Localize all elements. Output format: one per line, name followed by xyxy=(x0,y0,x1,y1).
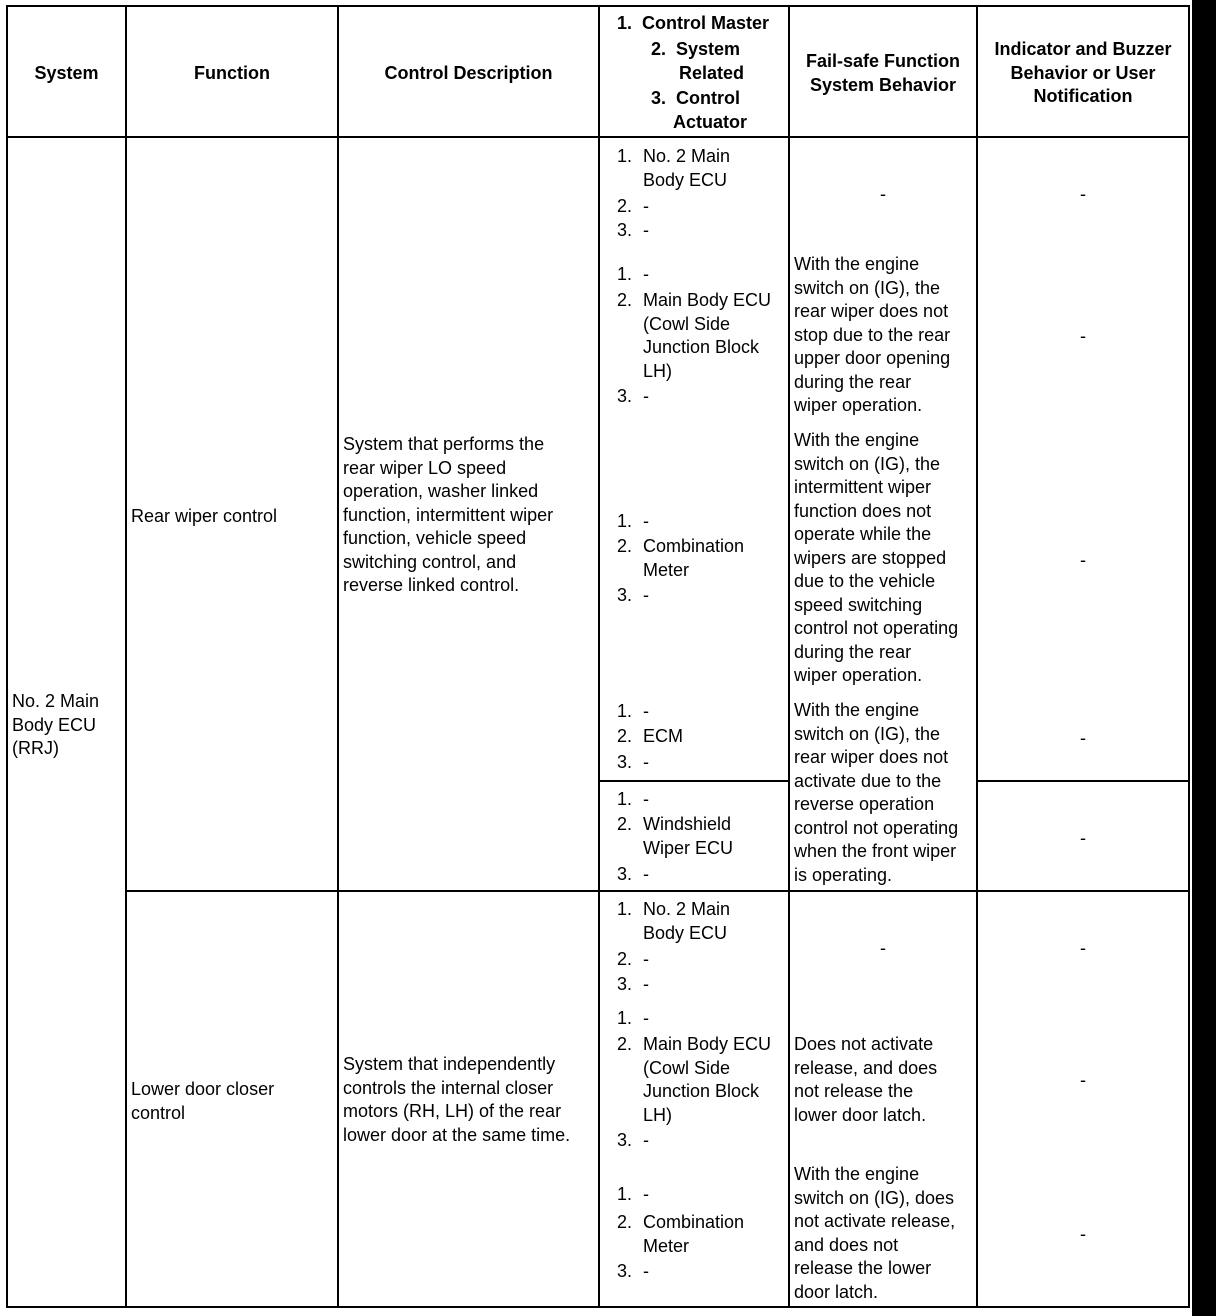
failsafe-text: when the front wiper xyxy=(794,841,957,861)
control-description: rear wiper LO speed xyxy=(343,457,507,478)
control-master: - xyxy=(643,789,649,809)
header-control-description: Control Description xyxy=(384,63,553,83)
system-related: Junction Block xyxy=(643,1081,760,1101)
failsafe-text: switch on (IG), the xyxy=(794,277,941,298)
header-system-related: 2. System xyxy=(651,39,741,59)
failsafe-text: upper door opening xyxy=(794,348,951,368)
row-divider xyxy=(976,780,1190,782)
failsafe-text: rear wiper does not xyxy=(794,747,949,767)
failsafe-text: stop due to the rear xyxy=(794,324,951,345)
row-divider xyxy=(598,780,788,782)
control-master: - xyxy=(643,701,649,721)
list-number: 2. xyxy=(617,726,633,746)
header-function: Function xyxy=(194,63,270,83)
header-control-master: 1. Control Master xyxy=(617,13,770,33)
system-related: Junction Block xyxy=(643,337,760,357)
failsafe-text: function does not xyxy=(794,500,932,521)
system-related: Wiper ECU xyxy=(643,837,734,858)
list-number: 1. xyxy=(617,789,633,809)
control-description: switching control, and xyxy=(343,551,517,572)
indicator-text: - xyxy=(1080,1224,1086,1244)
failsafe-text: operate while the xyxy=(794,524,932,544)
list-number: 2. xyxy=(617,536,633,556)
control-actuator: - xyxy=(643,585,649,605)
failsafe-text: - xyxy=(880,938,886,958)
failsafe-text: control not operating xyxy=(794,817,959,838)
column-divider xyxy=(125,5,127,1308)
failsafe-text: and does not xyxy=(794,1234,899,1255)
failsafe-text: With the engine xyxy=(794,430,920,450)
system-related: LH) xyxy=(643,360,673,381)
header-control-actuator: Actuator xyxy=(673,112,748,132)
failsafe-text: reverse operation xyxy=(794,794,935,814)
column-divider xyxy=(337,5,339,1308)
list-number: 3. xyxy=(617,220,633,240)
list-number: 2. xyxy=(617,1212,633,1232)
header-system: System xyxy=(34,63,99,83)
list-number: 2. xyxy=(617,949,633,969)
list-number: 3. xyxy=(617,864,633,884)
indicator-text: - xyxy=(1080,728,1086,748)
failsafe-text: switch on (IG), the xyxy=(794,453,941,474)
control-master: - xyxy=(643,511,649,531)
failsafe-text: switch on (IG), the xyxy=(794,723,941,744)
indicator-text: - xyxy=(1080,828,1086,848)
system-related: Main Body ECU xyxy=(643,1034,772,1054)
list-number: 1. xyxy=(617,511,633,531)
failsafe-text: release, and does xyxy=(794,1057,938,1078)
failsafe-text: With the engine xyxy=(794,700,920,720)
list-number: 3. xyxy=(617,585,633,605)
list-number: 2. xyxy=(617,290,633,310)
system-name: Body ECU xyxy=(12,714,97,735)
control-master: - xyxy=(643,264,649,284)
system-related: LH) xyxy=(643,1104,673,1125)
indicator-text: - xyxy=(1080,938,1086,958)
list-number: 1. xyxy=(617,701,633,721)
failsafe-text: is operating. xyxy=(794,864,893,885)
control-master: Body ECU xyxy=(643,922,728,943)
indicator-text: - xyxy=(1080,1070,1086,1090)
failsafe-text: wipers are stopped xyxy=(794,547,947,568)
system-related: - xyxy=(643,196,649,216)
system-related: (Cowl Side xyxy=(643,313,731,334)
failsafe-text: release the lower xyxy=(794,1258,932,1278)
control-description: reverse linked control. xyxy=(343,575,520,595)
function-name: control xyxy=(131,1102,186,1123)
failsafe-text: wiper operation. xyxy=(794,665,923,685)
header-failsafe: Fail-safe Function xyxy=(805,51,960,71)
table-right-border xyxy=(1188,5,1190,1308)
list-number: 2. xyxy=(617,196,633,216)
failsafe-text: not release the xyxy=(794,1081,914,1101)
system-related: - xyxy=(643,949,649,969)
control-master: Body ECU xyxy=(643,169,728,190)
list-number: 3. xyxy=(617,1261,633,1281)
system-name: (RRJ) xyxy=(12,738,59,758)
indicator-text: - xyxy=(1080,184,1086,204)
failsafe-text: due to the vehicle xyxy=(794,571,936,591)
system-related: Main Body ECU xyxy=(643,290,772,310)
header-control-actuator: 3. Control xyxy=(651,88,740,108)
system-name: No. 2 Main xyxy=(12,691,100,711)
control-description: System that independently xyxy=(343,1054,556,1074)
failsafe-text: door latch. xyxy=(794,1281,879,1302)
control-master: - xyxy=(643,1008,649,1028)
control-description: lower door at the same time. xyxy=(343,1124,571,1145)
control-description: motors (RH, LH) of the rear xyxy=(343,1101,562,1121)
system-related: Meter xyxy=(643,559,690,580)
control-actuator: - xyxy=(643,386,649,406)
control-description: operation, washer linked xyxy=(343,481,539,501)
list-number: 1. xyxy=(617,1184,633,1204)
indicator-text: - xyxy=(1080,550,1086,570)
list-number: 1. xyxy=(617,146,633,166)
failsafe-text: Does not activate xyxy=(794,1034,934,1054)
control-master: No. 2 Main xyxy=(643,146,731,166)
list-number: 2. xyxy=(617,814,633,834)
right-edge-bar xyxy=(1192,0,1216,1316)
system-related: Meter xyxy=(643,1235,690,1256)
failsafe-text: - xyxy=(880,184,886,204)
control-master: No. 2 Main xyxy=(643,899,731,919)
header-indicator: Behavior or User xyxy=(1010,62,1156,83)
header-failsafe: System Behavior xyxy=(809,74,957,95)
list-number: 1. xyxy=(617,899,633,919)
list-number: 1. xyxy=(617,264,633,284)
list-number: 1. xyxy=(617,1008,633,1028)
control-actuator: - xyxy=(643,752,649,772)
failsafe-text: lower door latch. xyxy=(794,1104,927,1125)
failsafe-text: during the rear xyxy=(794,371,912,392)
row-divider xyxy=(125,890,1190,892)
list-number: 2. xyxy=(617,1034,633,1054)
header-system-related: Related xyxy=(679,63,745,83)
failsafe-text: not activate release, xyxy=(794,1211,956,1231)
failsafe-text: speed switching xyxy=(794,594,923,615)
system-related: Windshield xyxy=(643,814,732,834)
system-related: (Cowl Side xyxy=(643,1057,731,1078)
system-related: Combination xyxy=(643,1212,745,1232)
list-number: 3. xyxy=(617,974,633,994)
control-actuator: - xyxy=(643,864,649,884)
failsafe-text: With the engine xyxy=(794,1164,920,1184)
header-indicator: Indicator and Buzzer xyxy=(994,39,1172,59)
list-number: 3. xyxy=(617,1130,633,1150)
failsafe-text: during the rear xyxy=(794,641,912,662)
failsafe-text: control not operating xyxy=(794,618,959,638)
control-actuator: - xyxy=(643,1130,649,1150)
control-actuator: - xyxy=(643,220,649,240)
failsafe-text: wiper operation. xyxy=(794,395,923,415)
control-description: function, intermittent wiper xyxy=(343,504,554,525)
control-master: - xyxy=(643,1184,649,1204)
failsafe-text: activate due to the xyxy=(794,770,942,791)
failsafe-text: With the engine xyxy=(794,254,920,274)
indicator-text: - xyxy=(1080,326,1086,346)
header-indicator: Notification xyxy=(1033,86,1133,106)
list-number: 3. xyxy=(617,752,633,772)
failsafe-text: switch on (IG), does xyxy=(794,1187,955,1208)
list-number: 3. xyxy=(617,386,633,406)
system-related: ECM xyxy=(643,726,683,746)
table-left-border xyxy=(6,5,8,1308)
function-name: Rear wiper control xyxy=(131,506,278,526)
control-actuator: - xyxy=(643,1261,649,1281)
control-description: System that performs the xyxy=(343,434,545,454)
column-divider xyxy=(598,5,600,1308)
control-actuator: - xyxy=(643,974,649,994)
failsafe-text: rear wiper does not xyxy=(794,301,949,321)
failsafe-text: intermittent wiper xyxy=(794,477,932,497)
control-description: function, vehicle speed xyxy=(343,528,527,548)
function-name: Lower door closer xyxy=(131,1079,275,1099)
control-description: controls the internal closer xyxy=(343,1077,554,1098)
system-related: Combination xyxy=(643,536,745,556)
